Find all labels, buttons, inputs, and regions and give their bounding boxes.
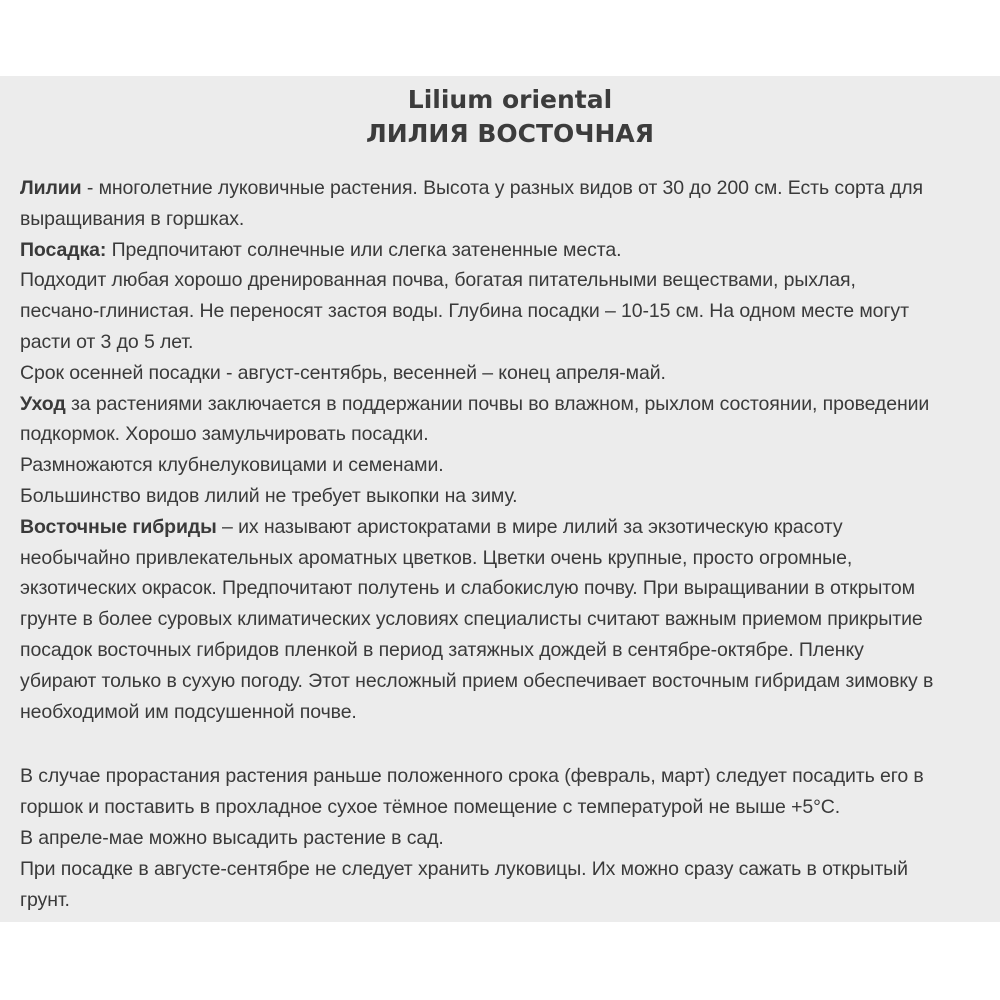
text-body — [20, 173, 995, 915]
term-lilies: Лилии — [20, 177, 82, 199]
paragraph-hybrids-line: грунте в более суровых климатических условиях специалисты считают важным приемом прикрытие — [20, 608, 923, 631]
russian-title: ЛИЛИЯ ВОСТОЧНАЯ — [365, 119, 654, 148]
paragraph-hybrids-line: убирают только в сухую погоду. Этот несложный прием обеспечивает восточным гибридам зимовку в — [20, 669, 934, 692]
paragraph-hybrids-line: Восточные гибриды – их называют аристократами в мире лилий за экзотическую красоту — [20, 515, 843, 538]
paragraph-hybrids-line: экзотических окрасок. Предпочитают полутень и слабокислую почву. При выращивании в открытом — [20, 577, 915, 600]
paragraph-lilies-line: выращивания в горшках. — [20, 207, 245, 230]
paragraph-hybrids-line: необходимой им подсушенной почве. — [20, 700, 357, 723]
paragraph-hybrids-line: необычайно привлекательных ароматных цветков. Цветки очень крупные, просто огромные, — [20, 546, 853, 569]
term-care: Уход — [20, 392, 66, 415]
term-hybrids: Восточные гибриды — [20, 515, 217, 538]
paragraph-planting-line: Посадка: Предпочитают солнечные или слегка затененные места. — [20, 238, 622, 261]
paragraph-early-line: В апреле-мае можно высадить растение в сад. — [20, 826, 444, 849]
paragraph-planting-line: Подходит любая хорошо дренированная почва, богатая питательными веществами, рыхлая, — [20, 269, 856, 292]
title-block — [0, 76, 1000, 152]
term-planting: Посадка: — [20, 238, 107, 261]
paragraph-care-line: Размножаются клубнелуковицами и семенами. — [20, 454, 444, 477]
instruction-sheet — [0, 76, 1000, 922]
paragraph-early-line: грунт. — [20, 888, 70, 911]
paragraph-planting-line: расти от 3 до 5 лет. — [20, 330, 194, 353]
paragraph-spacer — [20, 727, 995, 761]
paragraph-hybrids-line: посадок восточных гибридов пленкой в период затяжных дождей в сентябре-октябре. Пленку — [20, 638, 864, 661]
paragraph-early-line: В случае прорастания растения раньше положенного срока (февраль, март) следует посадить его в — [20, 765, 924, 788]
paragraph-early-line: При посадке в августе-сентябре не следует хранить луковицы. Их можно сразу сажать в открытый — [20, 857, 908, 880]
paragraph-planting-line: песчано-глинистая. Не переносят застоя воды. Глубина посадки – 10-15 см. На одном месте могут — [20, 300, 909, 323]
latin-title: Lilium oriental — [407, 85, 613, 114]
paragraph-care-line: Уход за растениями заключается в поддержании почвы во влажном, рыхлом состоянии, проведении — [20, 392, 930, 415]
paragraph-care-line: подкормок. Хорошо замульчировать посадки. — [20, 423, 429, 446]
paragraph-planting-line: Срок осенней посадки - август-сентябрь, весенней – конец апреля-май. — [20, 361, 666, 384]
paragraph-lilies-line: Лилии - многолетние луковичные растения. Высота у разных видов от 30 до 200 см. Есть сорта для — [20, 177, 923, 199]
paragraph-care-line: Большинство видов лилий не требует выкопки на зиму. — [20, 484, 518, 507]
paragraph-early-line: горшок и поставить в прохладное сухое тёмное помещение с температурой не выше +5°С. — [20, 796, 841, 819]
